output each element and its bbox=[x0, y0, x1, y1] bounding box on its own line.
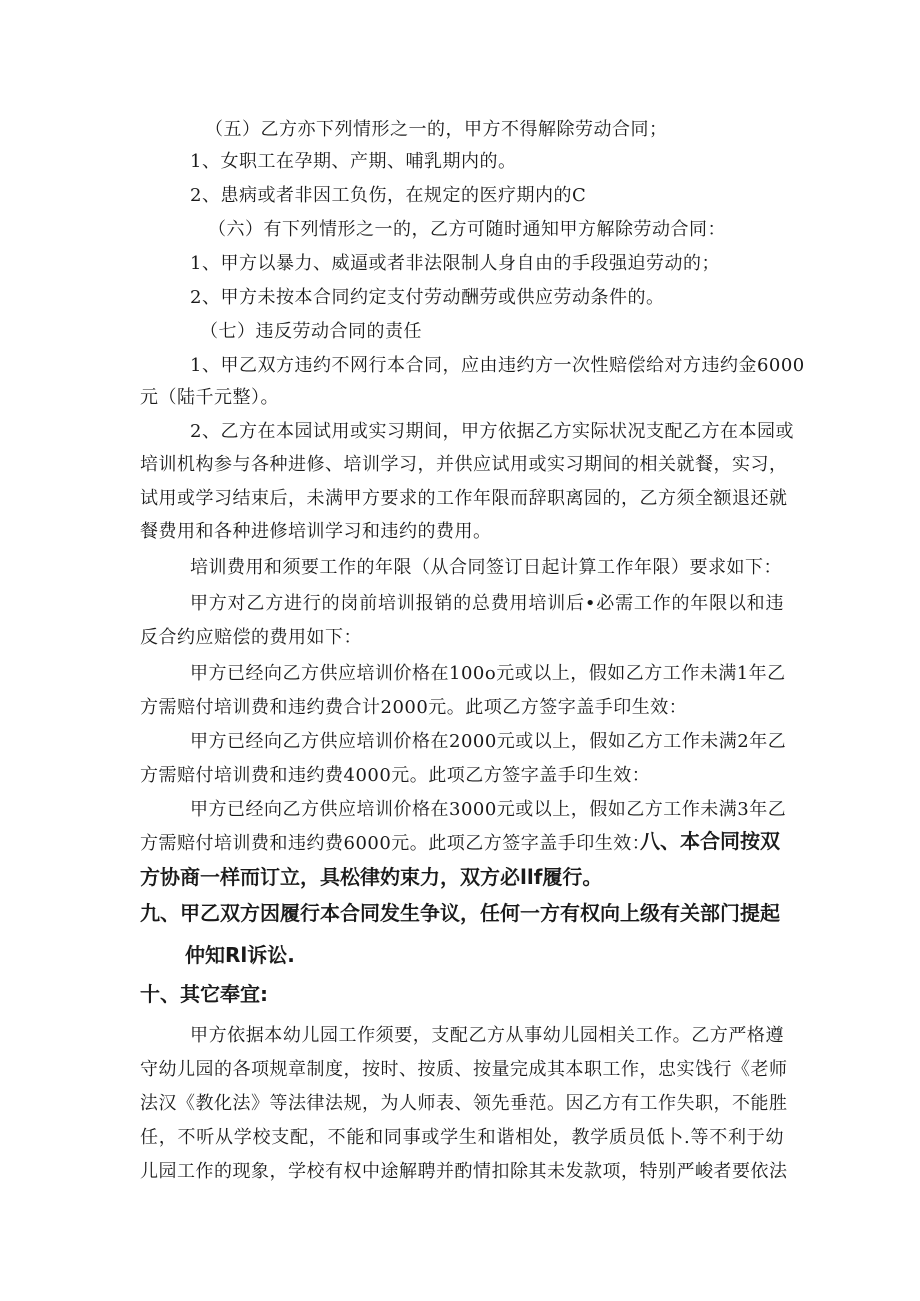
clause-10-para-line-2: 守幼儿园的各项规章制度，按时、按质、按量完成其本职工作，忠实饯行《老师 bbox=[140, 1059, 788, 1080]
tier-1-line-2: 方需赔付培训费和违约费合计2000元。此项乙方签字盖手印生效： bbox=[140, 697, 688, 718]
training-fee-para-line-1: 甲方对乙方进行的岗前培训报销的总费用培训后•必需工作的年限以和违 bbox=[190, 593, 784, 614]
clause-6-heading: （六）有下列情形之一的，乙方可随时通知甲方解除劳动合同： bbox=[208, 219, 726, 240]
clause-7-item-2-line-1: 2、乙方在本园试用或实习期间，甲方依据乙方实际状况支配乙方在本园或 bbox=[190, 421, 794, 442]
tier-3-line-2: 方需赔付培训费和违约费6000元。此项乙方签字盖手印生效： bbox=[140, 833, 651, 854]
clause-10-heading: 十、其它奉宜: bbox=[140, 982, 268, 1006]
clause-5-item-2: 2、患病或者非因工负伤，在规定的医疗期内的C bbox=[190, 185, 587, 206]
tier-2-line-1: 甲方已经向乙方供应培训价格在2000元或以上，假如乙方工作未满2年乙 bbox=[190, 731, 787, 752]
tier-3-line-1: 甲方已经向乙方供应培训价格在3000元或以上，假如乙方工作未满3年乙 bbox=[190, 799, 787, 820]
clause-9-line-1: 九、甲乙双方因履行本合同发生争议，任何一方有权向上级有关部门提起 bbox=[140, 901, 780, 925]
clause-10-para-line-3: 法汉《教化法》等法律法规，为人师表、领先垂范。因乙方有工作失职，不能胜 bbox=[140, 1093, 788, 1114]
clause-8-line-1: 八、本合同按双 bbox=[640, 829, 780, 853]
clause-7-item-2-line-2: 培训机构参与各种进修、培训学习，并供应试用或实习期间的相关就餐，实习， bbox=[140, 454, 788, 475]
clause-7-item-1-line-1: 1、甲乙双方违约不网行本合同，应由违约方一次性赔偿给对方违约金6000 bbox=[190, 355, 805, 376]
clause-10-para-line-1: 甲方依据本幼儿园工作须要，支配乙方从事幼儿园相关工作。乙方严格遵 bbox=[190, 1025, 784, 1046]
clause-10-para-line-4: 任，不听从学校支配，不能和同事或学生和谐相处，教学质员低卜.等不利于幼 bbox=[140, 1127, 784, 1148]
tier-2-line-2: 方需赔付培训费和违约费4000元。此项乙方签字盖手印生效： bbox=[140, 765, 651, 786]
clause-6-item-2: 2、甲方未按本合同约定支付劳动酬劳或供应劳动条件的。 bbox=[190, 287, 665, 308]
clause-6-item-1: 1、甲方以暴力、威逼或者非法限制人身自由的手段强迫劳动的； bbox=[190, 253, 720, 274]
training-fee-intro: 培训费用和须要工作的年限（从合同签订日起计算工作年限）要求如下： bbox=[190, 557, 782, 578]
clause-7-item-1-line-2: 元（陆千元整）。 bbox=[140, 387, 279, 408]
clause-9-line-2: 仲知Rl诉讼. bbox=[185, 943, 295, 967]
clause-5-item-1: 1、女职工在孕期、产期、哺乳期内的。 bbox=[190, 151, 517, 172]
clause-7-item-2-line-3: 试用或学习结束后，未满甲方要求的工作年限而辞职离园的，乙方须全额退还就 bbox=[140, 488, 788, 509]
clause-8-line-2: 方协商一样而订立，具松律妁束力，双方必llf履行。 bbox=[140, 865, 603, 889]
tier-1-line-1: 甲方已经向乙方供应培训价格在100o元或以上，假如乙方工作未满1年乙 bbox=[190, 663, 786, 684]
clause-7-item-2-line-4: 餐费用和各种进修培训学习和违约的费用。 bbox=[140, 521, 492, 542]
clause-5-heading: （五）乙方亦下列情形之一的，甲方不得解除劳动合同； bbox=[205, 119, 668, 140]
training-fee-para-line-2: 反合约应赔偿的费用如下： bbox=[140, 627, 362, 648]
clause-10-para-line-5: 儿园工作的现象，学校有权中途解聘并酌情扣除其未发款项，特别严峻者要依法 bbox=[140, 1161, 788, 1182]
clause-7-heading: （七）违反劳动合同的责任 bbox=[200, 321, 422, 342]
